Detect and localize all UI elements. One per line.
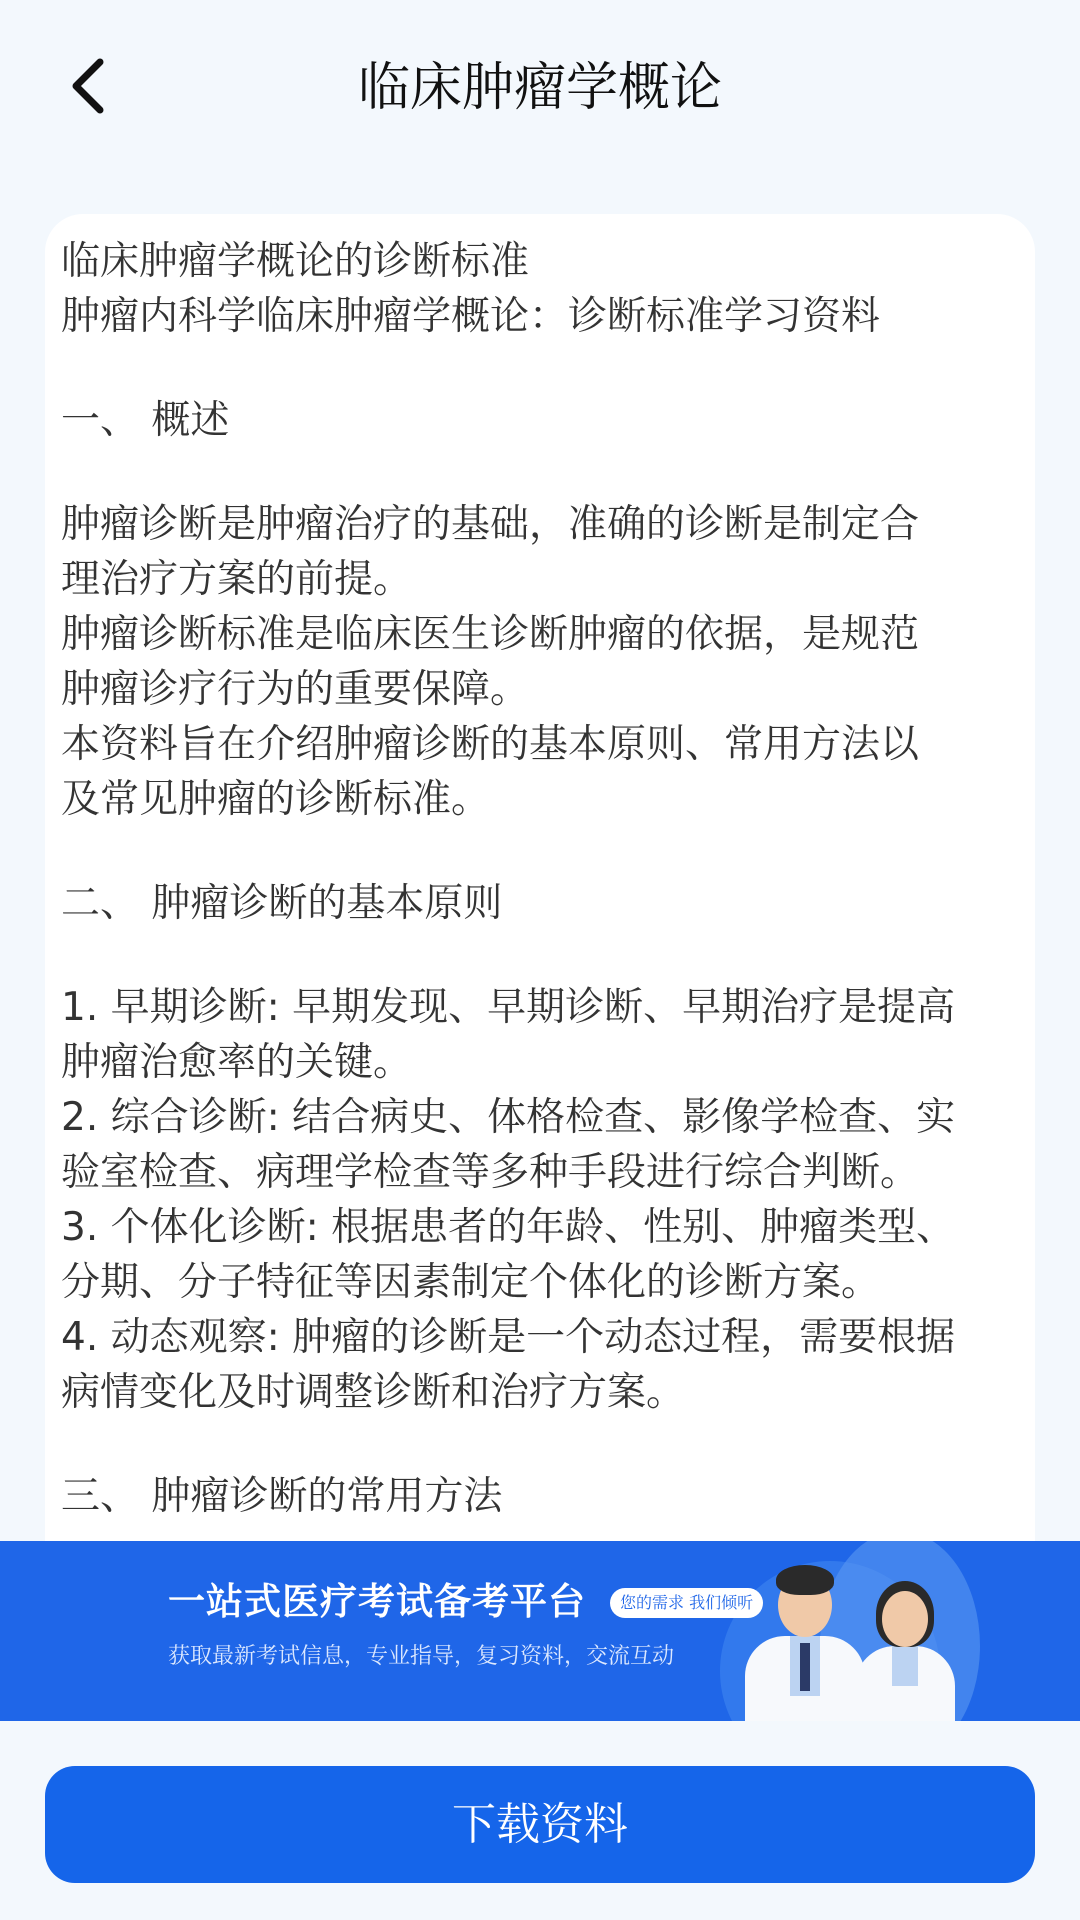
content-blank-line [61,448,1019,497]
page-title: 临床肿瘤学概论 [357,58,722,118]
content-line: 病情变化及时调整诊断和治疗方案。 [61,1370,686,1415]
content-line: 肿瘤诊断标准是临床医生诊断肿瘤的依据，是规范 [61,612,920,657]
download-button[interactable]: 下载资料 [45,1766,1035,1883]
banner-subtitle: 获取最新考试信息，专业指导，复习资料，交流互动 [168,1644,675,1669]
content-line: 临床肿瘤学概论的诊断标准 [61,239,530,284]
content-line: 分期、分子特征等因素制定个体化的诊断方案。 [61,1260,881,1305]
header-bar [0,0,1080,176]
section-heading: 一、 概述 [61,398,230,443]
content-line: 1. 早期诊断: 早期发现、早期诊断、早期治疗是提高 [61,985,956,1030]
content-blank-line [61,344,1019,393]
content-line: 3. 个体化诊断: 根据患者的年龄、性别、肿瘤类型、 [61,1205,956,1250]
content-blank-line [61,1420,1019,1469]
content-blank-line [61,827,1019,876]
banner-badge: 您的需求 我们倾听 [610,1588,763,1618]
content-line: 肿瘤诊疗行为的重要保障。 [61,667,530,712]
content-line: 及常见肿瘤的诊断标准。 [61,777,491,822]
content-line: 2. 综合诊断: 结合病史、体格检查、影像学检查、实 [61,1095,956,1140]
promo-banner[interactable] [0,1541,1080,1721]
document-content[interactable] [45,214,1035,1544]
section-heading: 三、 肿瘤诊断的常用方法 [61,1474,503,1519]
section-heading: 二、 肿瘤诊断的基本原则 [61,881,503,926]
content-line: 理治疗方案的前提。 [61,557,413,602]
content-line: 验室检查、病理学检查等多种手段进行综合判断。 [61,1150,920,1195]
content-line: 肿瘤诊断是肿瘤治疗的基础，准确的诊断是制定合 [61,502,920,547]
content-line: 4. 动态观察: 肿瘤的诊断是一个动态过程，需要根据 [61,1315,956,1360]
content-blank-line [61,931,1019,980]
content-line: 肿瘤内科学临床肿瘤学概论：诊断标准学习资料 [61,294,881,339]
doctor-female-illustration [850,1571,960,1721]
content-line: 肿瘤治愈率的关键。 [61,1040,413,1085]
content-line: 本资料旨在介绍肿瘤诊断的基本原则、常用方法以 [61,722,920,767]
banner-title: 一站式医疗考试备考平台 [168,1580,586,1623]
